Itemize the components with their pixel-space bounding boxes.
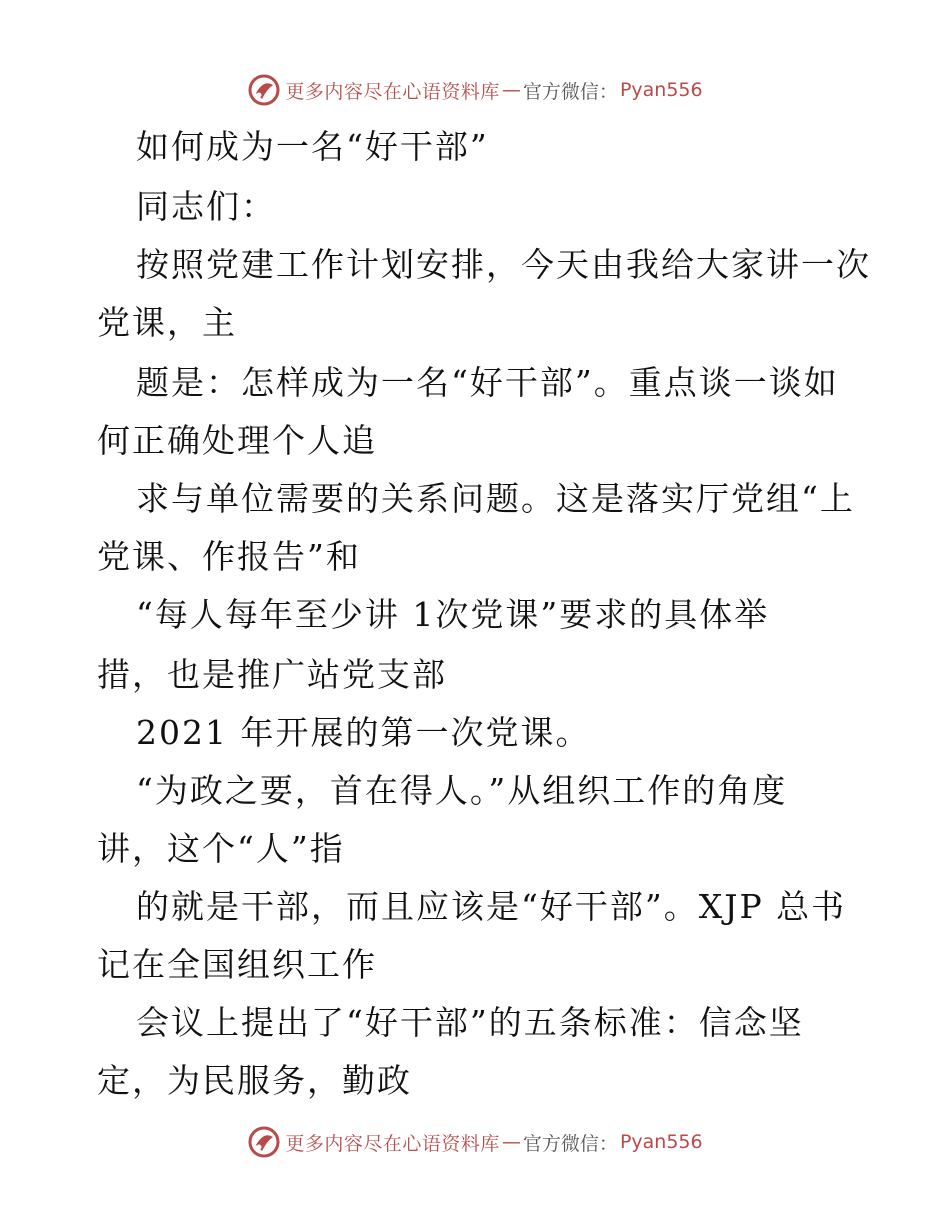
text-line: 按照党建工作计划安排，今天由我给大家讲一次 (136, 245, 871, 284)
watermark-label: 官方微信： (522, 1132, 618, 1155)
header-watermark (0, 70, 950, 110)
brand-logo-icon (247, 1125, 281, 1159)
text-line: 题是：怎样成为一名“好干部”。重点谈一谈如 (136, 363, 839, 402)
brand-logo-icon (247, 73, 281, 107)
watermark-text: 更多内容尽在心语资料库 (285, 80, 500, 103)
watermark-id: Pyan556 (619, 79, 703, 101)
watermark-dash: — (501, 1131, 521, 1153)
text-line: 的就是干部，而且应该是“好干部”。XJP 总书 (136, 887, 847, 926)
footer-watermark (0, 1122, 950, 1162)
text-line: “每人每年至少讲 1次党课”要求的具体举 (136, 595, 770, 634)
text-line: 措，也是推广站党支部 (97, 655, 447, 694)
text-line: 党课，主 (97, 303, 237, 342)
text-line: 党课、作报告”和 (97, 537, 361, 576)
text-line: 何正确处理个人追 (97, 421, 377, 460)
text-line: “为政之要，首在得人。”从组织工作的角度 (136, 771, 788, 810)
text-line: 定，为民服务，勤政 (97, 1061, 412, 1100)
watermark-dash: — (501, 79, 521, 101)
watermark-text: 更多内容尽在心语资料库 (285, 1132, 500, 1155)
text-line: 2021 年开展的第一次党课。 (136, 713, 591, 752)
text-line: 求与单位需要的关系问题。这是落实厅党组“上 (136, 479, 855, 518)
text-line: 记在全国组织工作 (97, 945, 377, 984)
text-line: 会议上提出了“好干部”的五条标准：信念坚 (136, 1003, 804, 1042)
salutation: 同志们： (136, 187, 276, 226)
watermark-label: 官方微信： (522, 80, 618, 103)
watermark-id: Pyan556 (619, 1131, 703, 1153)
document-title: 如何成为一名“好干部” (136, 127, 489, 166)
text-line: 讲，这个“人”指 (97, 829, 345, 868)
